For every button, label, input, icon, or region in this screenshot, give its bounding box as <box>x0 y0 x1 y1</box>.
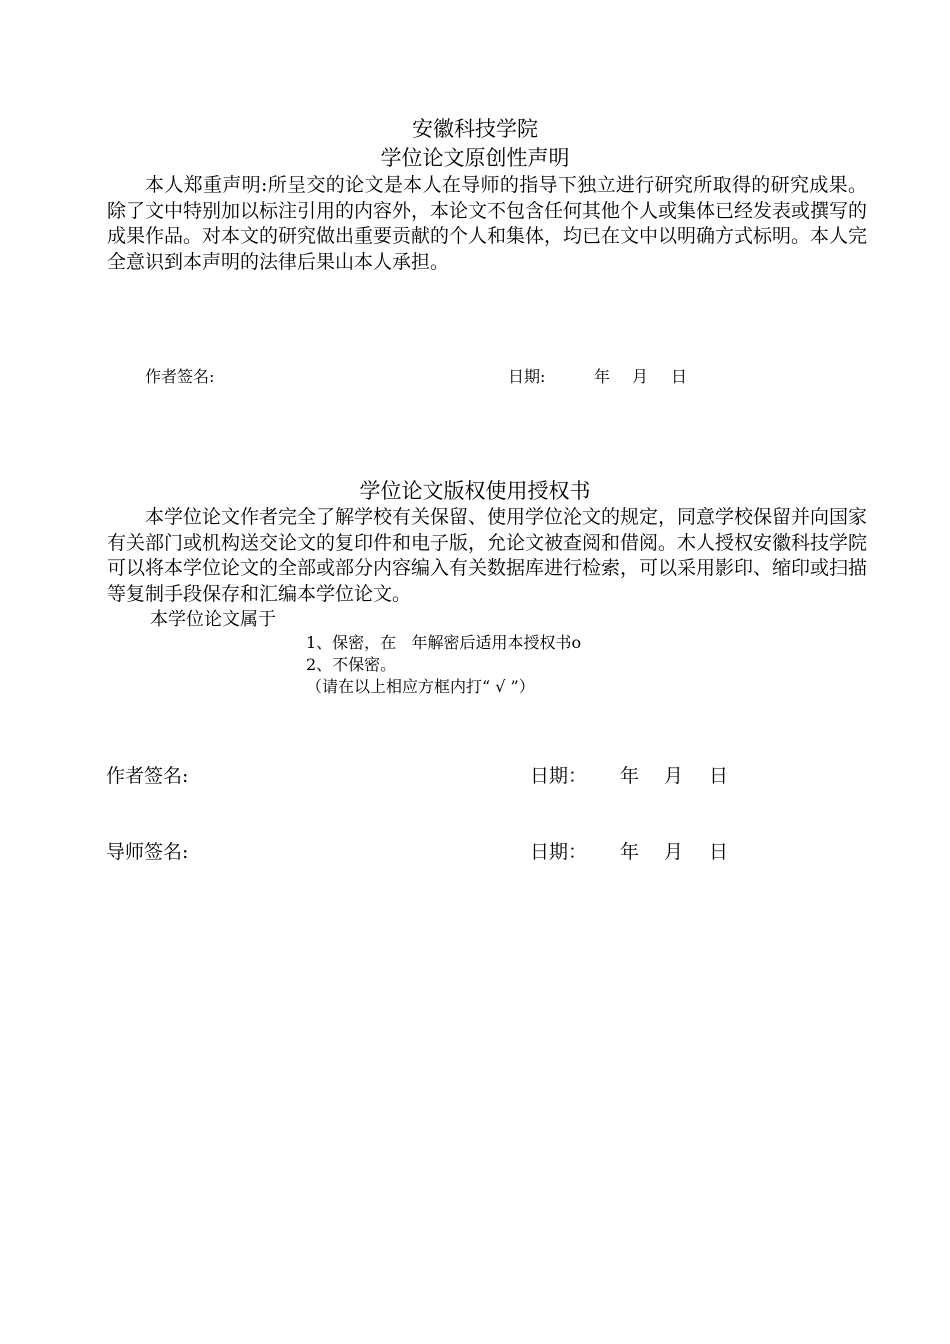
advisor-day-label: 日 <box>709 841 729 863</box>
authorization-author-signature-label: 作者签名: <box>106 765 189 787</box>
university-name: 安徽科技学院 <box>412 117 538 141</box>
authorization-title: 学位论文版权使用授权书 <box>359 479 591 503</box>
authorization-author-day-label: 日 <box>709 765 729 787</box>
declaration-month-label: 月 <box>632 367 649 386</box>
non-confidential-option: 2、不保密。 <box>306 655 397 674</box>
declaration-date-label: 日期: <box>508 367 546 386</box>
advisor-date-label: 日期： <box>530 841 588 863</box>
authorization-body: 本学位论文作者完全了解学校有关保留、使用学位沦文的规定，同意学校保留并向国家有关部门或机构送交论文的复印件和电子版，允论文被查阅和借阅。木人授权安徽科技学院可以将本学位论文的全部或部分内容编入有关数据库进行检索，可以采用影印、缩印或扫描等复制手段保存和汇编本学位论文。 <box>107 506 868 605</box>
authorization-author-month-label: 月 <box>664 765 684 787</box>
advisor-signature-label: 导师签名: <box>106 841 189 863</box>
advisor-year-label: 年 <box>620 841 640 863</box>
thesis-belongs-label: 本学位论文属于 <box>150 609 276 630</box>
declaration-body: 本人郑重声明:所呈交的论文是本人在导师的指导下独立进行研究所取得的研究成果。除了文中特别加以标注引用的内容外，本论文不包含任何其他个人或集体已经发表或撰写的成果作品。对本文的研究做出重要贡献的个人和集体，均已在文中以明确方式标明。本人完全意识到本声明的法律后果山本人承担。 <box>107 174 868 273</box>
declaration-author-signature-label: 作者签名: <box>145 367 215 386</box>
declaration-day-label: 日 <box>671 367 688 386</box>
confidential-option: 1、保密，在 年解密后适用本授权书o <box>306 633 582 652</box>
declaration-title: 学位论文原创性声明 <box>380 146 570 170</box>
authorization-author-year-label: 年 <box>620 765 640 787</box>
declaration-year-label: 年 <box>594 367 611 386</box>
authorization-author-date-label: 日期： <box>530 765 588 787</box>
advisor-month-label: 月 <box>664 841 684 863</box>
checkmark-instruction: （请在以上相应方框内打“ √ ”） <box>306 677 535 696</box>
